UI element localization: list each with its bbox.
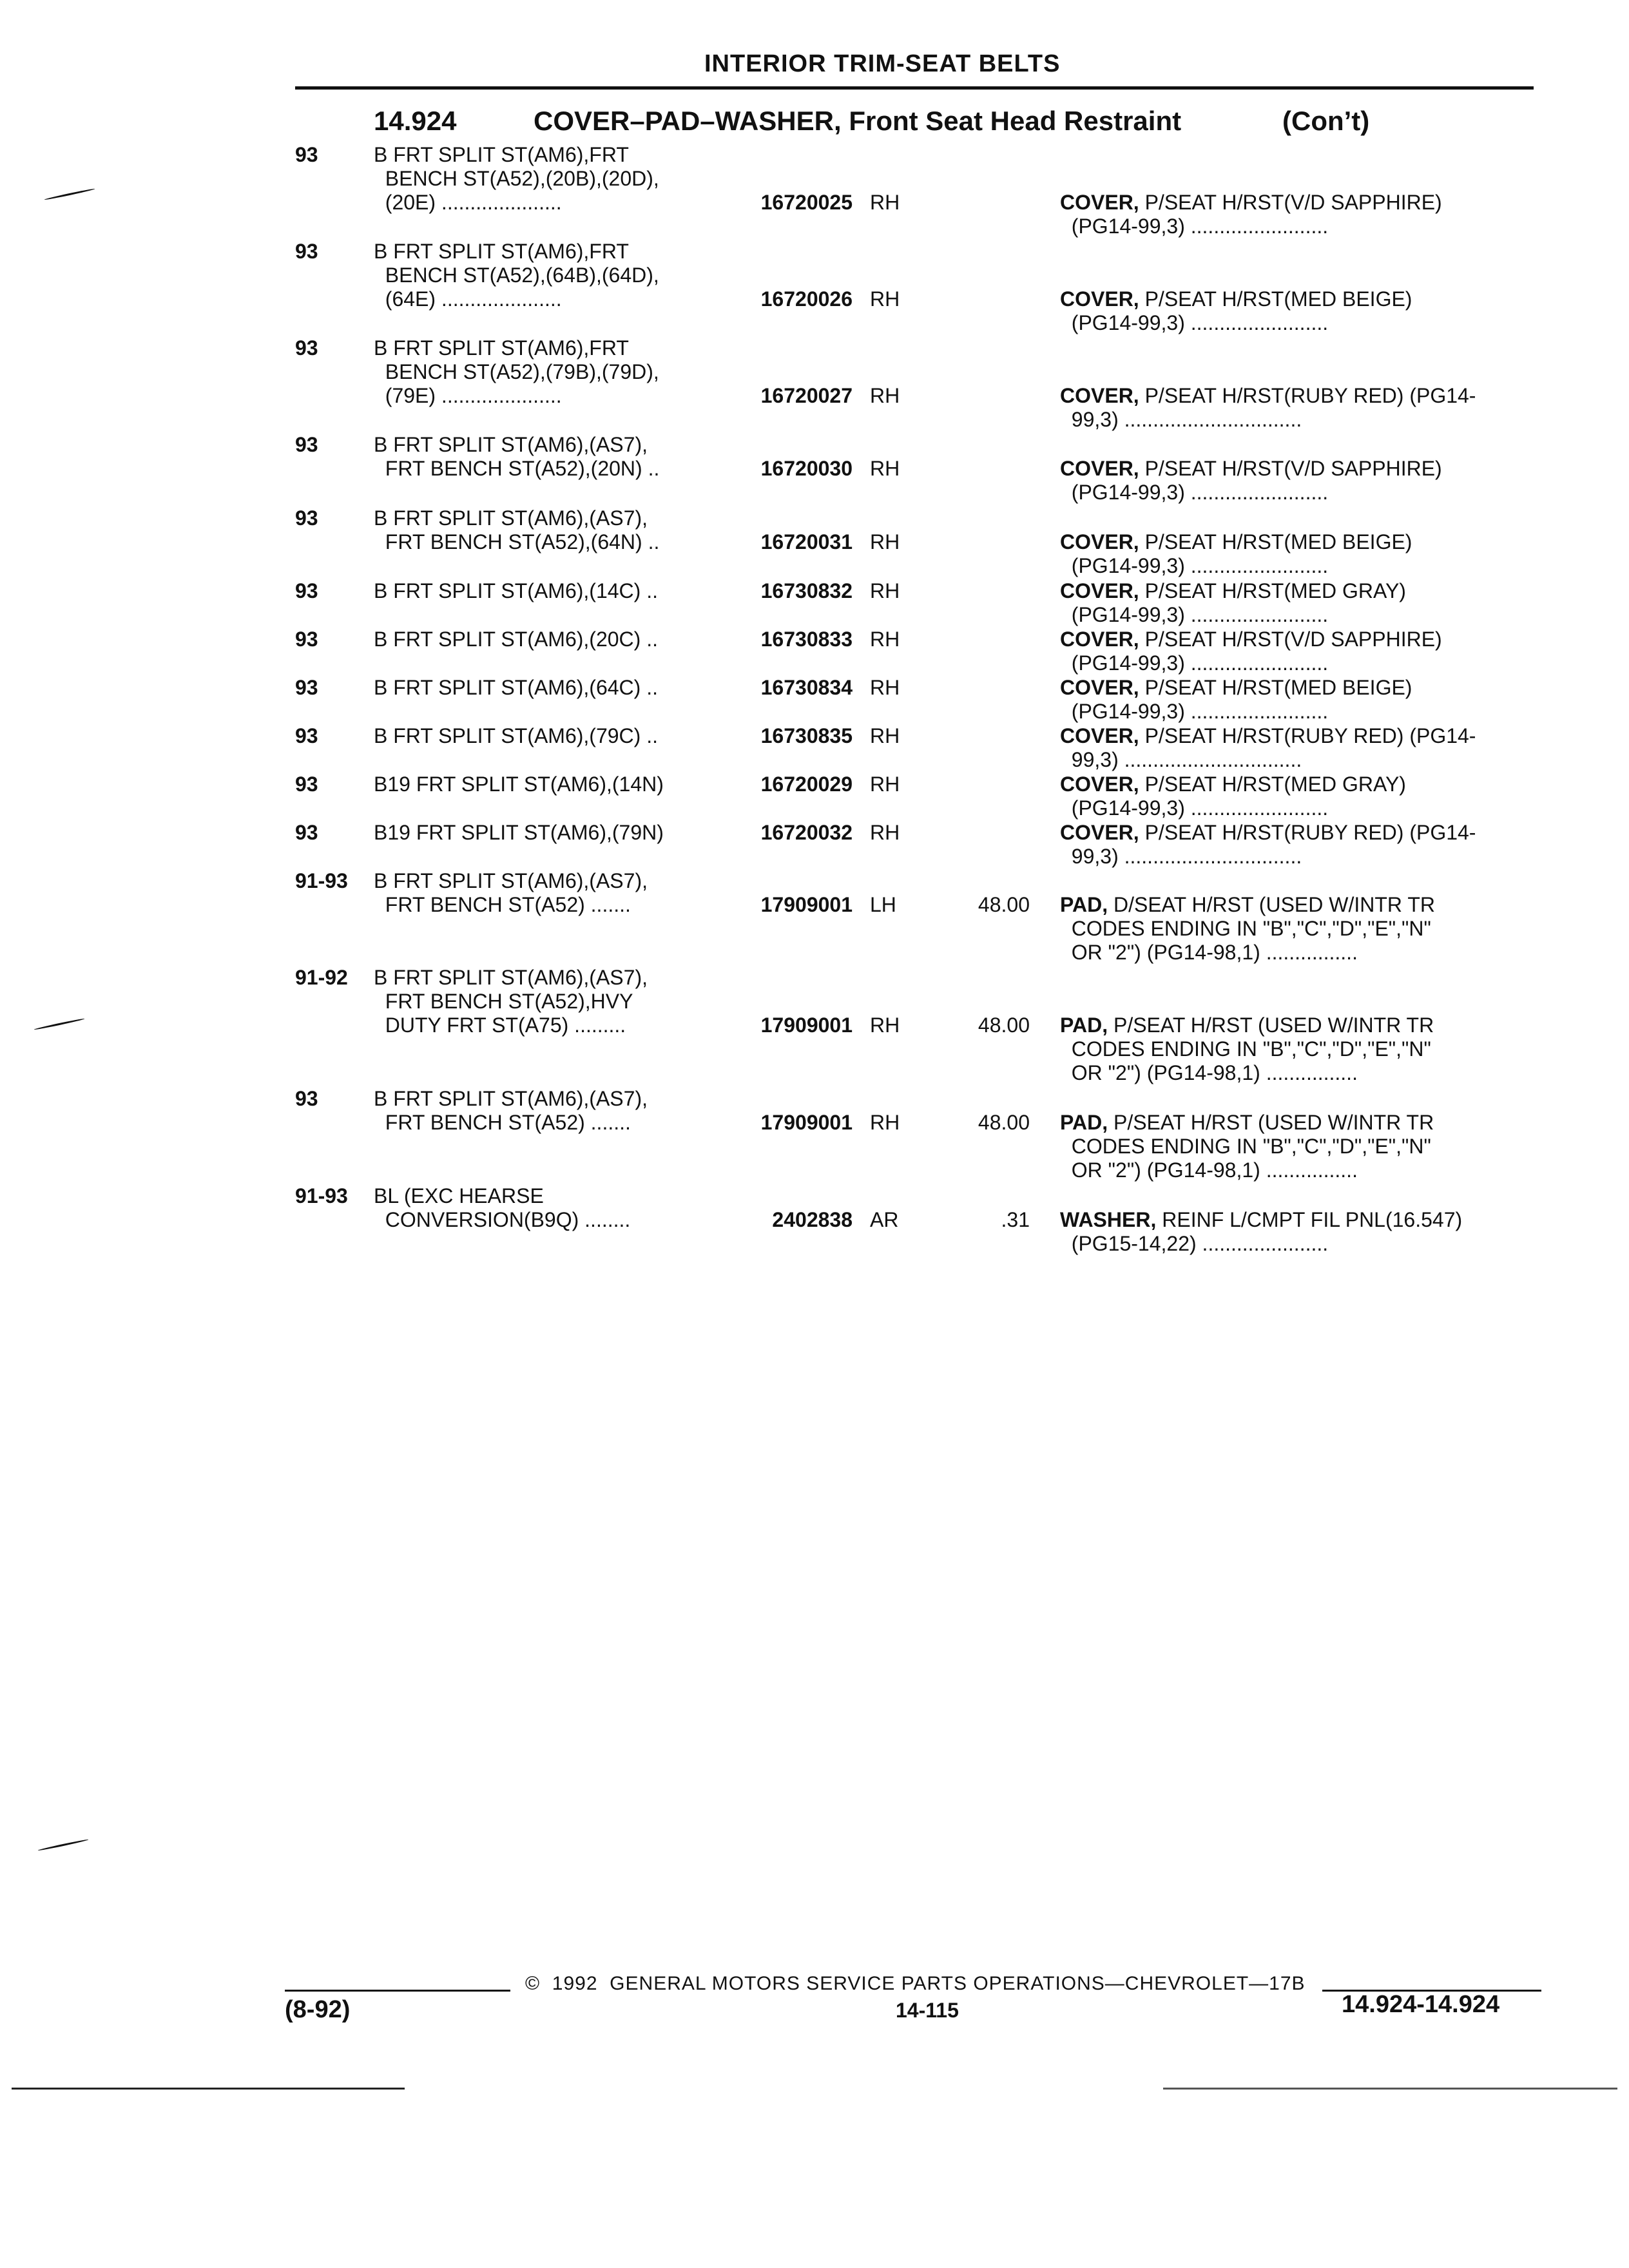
- row-part-name: [1060, 676, 1412, 724]
- row-year: 93: [295, 821, 318, 844]
- row-part-name-bold: PAD,: [1060, 893, 1108, 916]
- binder-mark: [44, 188, 95, 201]
- row-part-name-bold: COVER,: [1060, 530, 1139, 553]
- row-part-name-rest: P/SEAT H/RST(V/D SAPPHIRE) (PG14-99,3) ........................: [1071, 457, 1442, 504]
- row-part-name-rest: P/SEAT H/RST(RUBY RED) (PG14- 99,3) ...............................: [1071, 724, 1476, 771]
- row-qty: RH: [870, 724, 900, 747]
- row-description: B FRT SPLIT ST(AM6),FRT BENCH ST(A52),(64B),(64D), (64E) .....................: [374, 240, 659, 311]
- row-part-number: 16720031: [760, 530, 853, 553]
- row-year: 91-92: [295, 966, 348, 989]
- row-qty: RH: [870, 1014, 900, 1037]
- row-price: 48.00: [978, 1111, 1030, 1134]
- binder-mark: [34, 1018, 85, 1031]
- row-qty: RH: [870, 628, 900, 651]
- row-description: B FRT SPLIT ST(AM6),FRT BENCH ST(A52),(20B),(20D), (20E) .....................: [374, 143, 659, 214]
- row-part-name-bold: COVER,: [1060, 457, 1139, 480]
- row-part-name: [1060, 628, 1442, 675]
- row-part-name-bold: COVER,: [1060, 579, 1139, 602]
- footer-page-number: 14-115: [896, 1999, 959, 2022]
- row-part-name-bold: COVER,: [1060, 287, 1139, 311]
- row-part-name: [1060, 893, 1435, 965]
- row-part-name-bold: COVER,: [1060, 191, 1139, 214]
- row-description: B FRT SPLIT ST(AM6),(AS7), FRT BENCH ST(A52),(20N) ..: [374, 433, 660, 480]
- row-description: B FRT SPLIT ST(AM6),(14C) ..: [374, 579, 658, 602]
- row-qty: RH: [870, 773, 900, 796]
- row-part-name-bold: PAD,: [1060, 1111, 1108, 1134]
- row-part-name-rest: REINF L/CMPT FIL PNL(16.547) (PG15-14,22) ......................: [1071, 1208, 1463, 1255]
- row-part-number: 16720026: [760, 287, 853, 311]
- row-year: 91-93: [295, 1184, 348, 1207]
- row-part-name-bold: COVER,: [1060, 384, 1139, 407]
- row-price: .31: [1001, 1208, 1030, 1231]
- row-part-name-bold: PAD,: [1060, 1014, 1108, 1037]
- row-description: B FRT SPLIT ST(AM6),(AS7), FRT BENCH ST(A52) .......: [374, 869, 648, 916]
- binder-mark: [38, 1839, 89, 1852]
- row-year: 93: [295, 724, 318, 747]
- row-price: 48.00: [978, 893, 1030, 916]
- section-continued: (Con’t): [1282, 106, 1370, 136]
- scan-edge-line-right: [1163, 2088, 1617, 2090]
- section-title: COVER–PAD–WASHER, Front Seat Head Restraint: [534, 106, 1182, 136]
- row-part-name-rest: P/SEAT H/RST(MED GRAY) (PG14-99,3) ........................: [1071, 773, 1406, 820]
- row-part-name-bold: COVER,: [1060, 628, 1139, 651]
- row-part-number: 17909001: [760, 1014, 853, 1037]
- row-description: B FRT SPLIT ST(AM6),(AS7), FRT BENCH ST(A52),(64N) ..: [374, 506, 660, 553]
- row-part-name-rest: P/SEAT H/RST(RUBY RED) (PG14- 99,3) ...............................: [1071, 821, 1476, 868]
- row-year: 91-93: [295, 869, 348, 892]
- row-qty: RH: [870, 530, 900, 553]
- row-part-name: [1060, 773, 1406, 820]
- row-part-name: [1060, 579, 1406, 627]
- row-description: B FRT SPLIT ST(AM6),(20C) ..: [374, 628, 658, 651]
- row-part-name-bold: WASHER,: [1060, 1208, 1157, 1231]
- footer-copyright: © 1992 GENERAL MOTORS SERVICE PARTS OPERATIONS—CHEVROLET—17B: [525, 1973, 1306, 1994]
- row-part-number: 16720027: [760, 384, 853, 407]
- row-part-name: [1060, 384, 1476, 432]
- row-part-name: [1060, 191, 1442, 238]
- row-part-name: [1060, 457, 1442, 505]
- row-part-name-rest: P/SEAT H/RST (USED W/INTR TR CODES ENDING IN "B","C","D","E","N" OR "2") (PG14-98,1) ................: [1071, 1111, 1434, 1182]
- row-part-name: [1060, 287, 1412, 335]
- row-part-number: 16720025: [760, 191, 853, 214]
- row-part-number: 16720032: [760, 821, 853, 844]
- row-qty: RH: [870, 676, 900, 699]
- scan-edge-line-left: [12, 2088, 405, 2090]
- row-part-number: 16730834: [760, 676, 853, 699]
- page-header-title: INTERIOR TRIM-SEAT BELTS: [704, 50, 1061, 77]
- row-part-name-rest: P/SEAT H/RST(MED BEIGE) (PG14-99,3) ........................: [1071, 287, 1412, 334]
- row-year: 93: [295, 143, 318, 166]
- row-part-number: 2402838: [772, 1208, 853, 1231]
- footer-date-code: (8-92): [285, 1996, 351, 2023]
- row-part-name-rest: P/SEAT H/RST(MED BEIGE) (PG14-99,3) ........................: [1071, 530, 1412, 577]
- row-qty: RH: [870, 821, 900, 844]
- row-year: 93: [295, 433, 318, 456]
- row-qty: RH: [870, 384, 900, 407]
- section-number: 14.924: [374, 106, 457, 136]
- row-part-name-rest: P/SEAT H/RST(MED BEIGE) (PG14-99,3) ........................: [1071, 676, 1412, 723]
- row-part-name-bold: COVER,: [1060, 821, 1139, 844]
- row-part-number: 16720029: [760, 773, 853, 796]
- row-qty: RH: [870, 191, 900, 214]
- footer-rule-left: [285, 1990, 510, 1992]
- row-part-name-rest: P/SEAT H/RST(V/D SAPPHIRE) (PG14-99,3) ........................: [1071, 191, 1442, 238]
- row-part-number: 16720030: [760, 457, 853, 480]
- row-year: 93: [295, 336, 318, 360]
- row-year: 93: [295, 1087, 318, 1110]
- row-part-name: [1060, 1014, 1434, 1085]
- row-description: B FRT SPLIT ST(AM6),(AS7), FRT BENCH ST(A52),HVY DUTY FRT ST(A75) .........: [374, 966, 648, 1037]
- row-description: B FRT SPLIT ST(AM6),(79C) ..: [374, 724, 658, 747]
- row-qty: RH: [870, 457, 900, 480]
- row-part-number: 17909001: [760, 1111, 853, 1134]
- row-description: B FRT SPLIT ST(AM6),(AS7), FRT BENCH ST(A52) .......: [374, 1087, 648, 1134]
- row-part-name-rest: D/SEAT H/RST (USED W/INTR TR CODES ENDING IN "B","C","D","E","N" OR "2") (PG14-98,1) ................: [1071, 893, 1435, 964]
- row-qty: RH: [870, 579, 900, 602]
- row-description: B19 FRT SPLIT ST(AM6),(79N): [374, 821, 664, 844]
- row-part-name: [1060, 1208, 1462, 1256]
- row-part-name: [1060, 821, 1476, 869]
- row-part-number: 16730833: [760, 628, 853, 651]
- row-qty: AR: [870, 1208, 899, 1231]
- row-year: 93: [295, 773, 318, 796]
- row-part-name-rest: P/SEAT H/RST(V/D SAPPHIRE) (PG14-99,3) ........................: [1071, 628, 1442, 675]
- row-description: B FRT SPLIT ST(AM6),(64C) ..: [374, 676, 658, 699]
- row-qty: LH: [870, 893, 896, 916]
- row-part-name-rest: P/SEAT H/RST(RUBY RED) (PG14- 99,3) ...............................: [1071, 384, 1476, 431]
- footer-range: 14.924-14.924: [1342, 1991, 1500, 2018]
- row-year: 93: [295, 240, 318, 263]
- row-year: 93: [295, 579, 318, 602]
- row-description: B19 FRT SPLIT ST(AM6),(14N): [374, 773, 664, 796]
- row-qty: RH: [870, 287, 900, 311]
- row-qty: RH: [870, 1111, 900, 1134]
- row-description: B FRT SPLIT ST(AM6),FRT BENCH ST(A52),(79B),(79D), (79E) .....................: [374, 336, 659, 407]
- row-part-name-rest: P/SEAT H/RST(MED GRAY) (PG14-99,3) ........................: [1071, 579, 1406, 626]
- row-part-name-bold: COVER,: [1060, 773, 1139, 796]
- row-part-number: 16730835: [760, 724, 853, 747]
- row-price: 48.00: [978, 1014, 1030, 1037]
- row-year: 93: [295, 676, 318, 699]
- row-part-name-bold: COVER,: [1060, 724, 1139, 747]
- row-part-name: [1060, 1111, 1434, 1182]
- row-description: BL (EXC HEARSE CONVERSION(B9Q) ........: [374, 1184, 631, 1231]
- row-part-name-bold: COVER,: [1060, 676, 1139, 699]
- row-part-name: [1060, 530, 1412, 578]
- row-part-name-rest: P/SEAT H/RST (USED W/INTR TR CODES ENDING IN "B","C","D","E","N" OR "2") (PG14-98,1) ................: [1071, 1014, 1434, 1084]
- header-rule: [295, 86, 1534, 90]
- row-part-number: 17909001: [760, 893, 853, 916]
- row-part-number: 16730832: [760, 579, 853, 602]
- row-year: 93: [295, 506, 318, 530]
- row-year: 93: [295, 628, 318, 651]
- row-part-name: [1060, 724, 1476, 772]
